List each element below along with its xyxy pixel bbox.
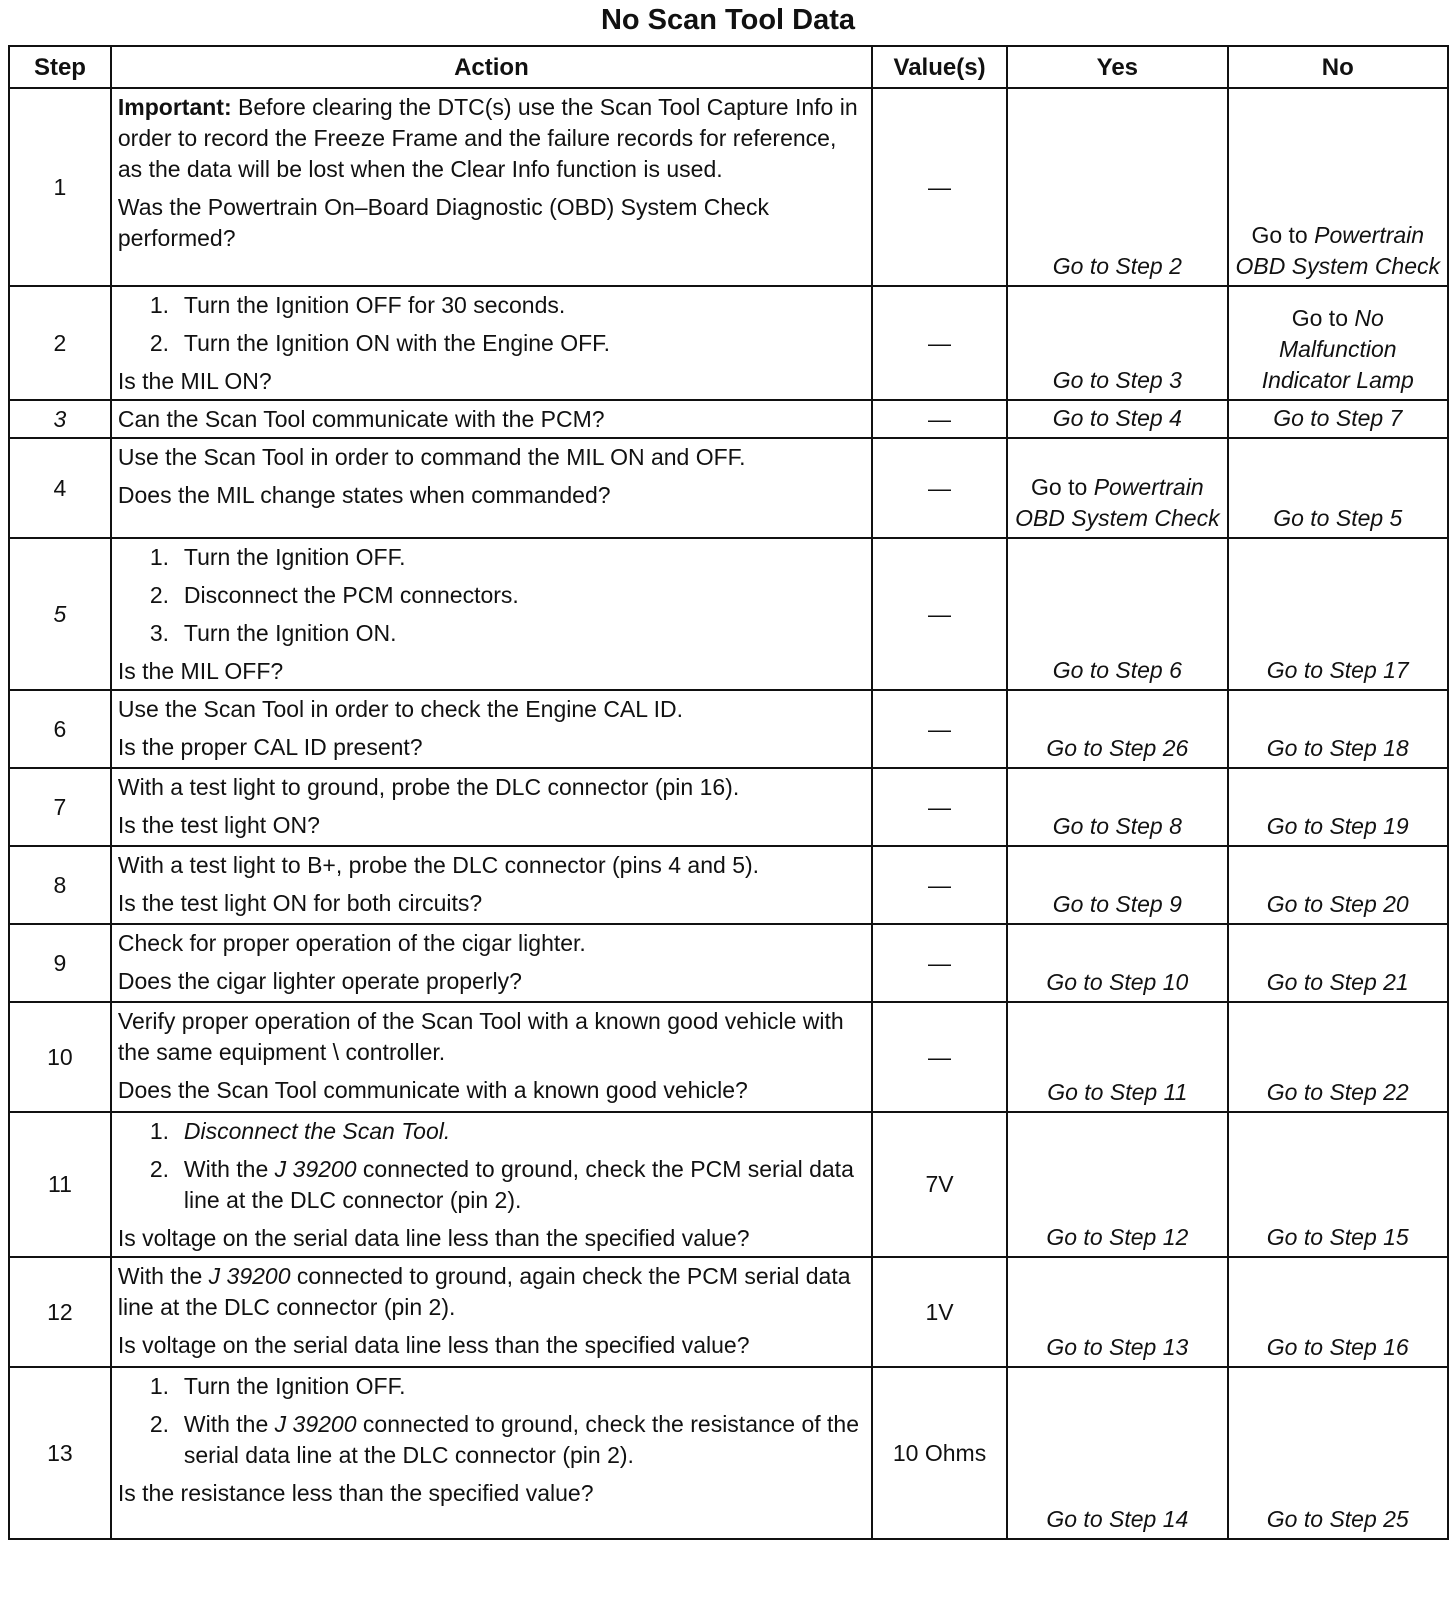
value-cell: — [872,924,1007,1002]
list-item-text: Turn the Ignition OFF. [183,544,406,570]
step-number: 8 [9,846,111,924]
step-number: 2 [9,286,111,400]
table-row [9,88,1448,286]
header-action: Action [111,46,872,88]
yes-cell: Go to Step 2 [1007,88,1227,286]
step-question: Is voltage on the serial data line less than the specified value? [117,1225,750,1251]
no-link: No Malfunction Indicator Lamp [1261,305,1414,393]
no-cell: Go to Step 17 [1228,538,1448,690]
no-cell: Go to Step 22 [1228,1002,1448,1112]
list-item-text: Disconnect the Scan Tool. [183,1118,451,1144]
important-label: Important: [117,94,232,120]
header-yes: Yes [1007,46,1227,88]
list-item-text: Turn the Ignition OFF. [183,1373,406,1399]
step-question: Is the resistance less than the specified value? [117,1480,594,1506]
step-number: 11 [9,1112,111,1257]
yes-cell: Go to Step 10 [1007,924,1227,1002]
action-cell [111,1257,872,1367]
list-item-text: Turn the Ignition ON. [183,620,397,646]
yes-cell: Go to Step 26 [1007,690,1227,768]
table-row [9,1002,1448,1112]
table-row [9,438,1448,538]
value-cell: 1V [872,1257,1007,1367]
yes-cell: Go to Step 4 [1007,400,1227,438]
action-cell [111,924,872,1002]
action-cell [111,1112,872,1257]
no-prefix: Go to [1291,305,1355,331]
list-item-text: Turn the Ignition ON with the Engine OFF. [183,330,611,356]
step-number: 13 [9,1367,111,1539]
yes-cell: Go to Step 14 [1007,1367,1227,1539]
table-row [9,286,1448,400]
no-cell: Go to Step 20 [1228,846,1448,924]
step-number: 3 [9,400,111,438]
step-question: Is the test light ON for both circuits? [117,890,483,916]
list-item: 2. With the J 39200 connected to ground, check the PCM serial data line at the DLC connector (pin 2). [150,1154,865,1216]
yes-cell: Go to Step 11 [1007,1002,1227,1112]
header-no: No [1228,46,1448,88]
no-cell [1228,286,1448,400]
value-cell: — [872,1002,1007,1112]
list-item-text: Turn the Ignition OFF for 30 seconds. [183,292,566,318]
list-item: 1. Turn the Ignition OFF. [150,542,865,573]
no-cell: Go to Step 25 [1228,1367,1448,1539]
yes-cell [1007,438,1227,538]
value-cell: — [872,538,1007,690]
step-question: Is the MIL OFF? [117,658,284,684]
value-cell: — [872,438,1007,538]
step-question: Was the Powertrain On–Board Diagnostic (OBD) System Check performed? [117,194,769,251]
yes-cell: Go to Step 13 [1007,1257,1227,1367]
yes-cell: Go to Step 12 [1007,1112,1227,1257]
no-cell [1228,88,1448,286]
important-text: Before clearing the DTC(s) use the Scan Tool Capture Info in order to record the Freeze Frame and the failure records for reference, as the data will be lost when the Clear Info function is used. [117,94,858,182]
no-cell: Go to Step 15 [1228,1112,1448,1257]
page-title: No Scan Tool Data [600,4,856,36]
list-item: 1. Turn the Ignition OFF. [150,1371,865,1402]
list-item: 3. Turn the Ignition ON. [150,618,865,649]
list-item-text: With the J 39200 connected to ground, check the resistance of the serial data line at the DLC connector (pin 2). [183,1411,860,1468]
step-question: Does the Scan Tool communicate with a known good vehicle? [117,1077,748,1103]
no-link: Powertrain OBD System Check [1235,222,1441,279]
step-number: 9 [9,924,111,1002]
step-text: Use the Scan Tool in order to check the Engine CAL ID. [117,696,683,722]
action-cell [111,768,872,846]
action-cell [111,1367,872,1539]
table-row [9,1257,1448,1367]
yes-cell: Go to Step 6 [1007,538,1227,690]
step-text: Check for proper operation of the cigar lighter. [117,930,586,956]
list-item: 2. Disconnect the PCM connectors. [150,580,865,611]
value-cell: — [872,286,1007,400]
value-cell: — [872,400,1007,438]
header-row [9,46,1448,88]
step-text: With a test light to B+, probe the DLC connector (pins 4 and 5). [117,852,760,878]
step-number: 10 [9,1002,111,1112]
list-item: 1. Disconnect the Scan Tool. [150,1116,865,1147]
no-cell: Go to Step 21 [1228,924,1448,1002]
action-cell [111,538,872,690]
tool-name: J 39200 [208,1263,291,1289]
no-cell: Go to Step 7 [1228,400,1448,438]
table-row [9,690,1448,768]
no-cell: Go to Step 16 [1228,1257,1448,1367]
list-item: 2. With the J 39200 connected to ground, check the resistance of the serial data line at the DLC connector (pin 2). [150,1409,865,1471]
step-question: Is the test light ON? [117,812,320,838]
no-cell: Go to Step 18 [1228,690,1448,768]
tool-name: J 39200 [274,1156,357,1182]
no-cell: Go to Step 19 [1228,768,1448,846]
step-number: 12 [9,1257,111,1367]
action-cell [111,690,872,768]
table-row [9,924,1448,1002]
no-cell: Go to Step 5 [1228,438,1448,538]
list-item: 1. Turn the Ignition OFF for 30 seconds. [150,290,865,321]
table-row [9,1112,1448,1257]
step-question: Does the cigar lighter operate properly? [117,968,522,994]
step-number: 7 [9,768,111,846]
step-number: 6 [9,690,111,768]
step-number: 1 [9,88,111,286]
table-row [9,400,1448,438]
step-text: Use the Scan Tool in order to command the MIL ON and OFF. [117,444,746,470]
table-row [9,768,1448,846]
value-cell: — [872,88,1007,286]
step-question: Does the MIL change states when commanded? [117,482,611,508]
table-row [9,1367,1448,1539]
diagnostic-table [8,45,1449,1540]
tool-name: J 39200 [274,1411,357,1437]
yes-prefix: Go to [1031,474,1094,500]
value-cell: 7V [872,1112,1007,1257]
action-cell [111,88,872,286]
action-cell [111,846,872,924]
action-cell [111,400,872,438]
header-step: Step [9,46,111,88]
list-item-text: With the J 39200 connected to ground, check the PCM serial data line at the DLC connector (pin 2). [183,1156,854,1213]
action-cell [111,286,872,400]
yes-cell: Go to Step 8 [1007,768,1227,846]
yes-link: Powertrain OBD System Check [1015,474,1220,531]
list-item: 2. Turn the Ignition ON with the Engine OFF. [150,328,865,359]
step-question: Is the MIL ON? [117,368,272,394]
table-row [9,846,1448,924]
step-text: With a test light to ground, probe the DLC connector (pin 16). [117,774,740,800]
yes-cell: Go to Step 9 [1007,846,1227,924]
step-number: 4 [9,438,111,538]
step-question: Is the proper CAL ID present? [117,734,423,760]
value-cell: — [872,690,1007,768]
value-cell: — [872,846,1007,924]
header-values: Value(s) [872,46,1007,88]
no-prefix: Go to [1251,222,1315,248]
table-row [9,538,1448,690]
yes-cell: Go to Step 3 [1007,286,1227,400]
value-cell: 10 Ohms [872,1367,1007,1539]
step-question: Can the Scan Tool communicate with the PCM? [117,406,605,432]
step-question: Is voltage on the serial data line less than the specified value? [117,1332,750,1358]
step-number: 5 [9,538,111,690]
action-cell [111,438,872,538]
list-item-text: Disconnect the PCM connectors. [183,582,519,608]
important-note [118,92,865,185]
value-cell: — [872,768,1007,846]
step-text: With the J 39200 connected to ground, again check the PCM serial data line at the DLC connector (pin 2). [117,1263,851,1320]
action-cell [111,1002,872,1112]
step-text: Verify proper operation of the Scan Tool with a known good vehicle with the same equipment \ controller. [117,1008,844,1065]
